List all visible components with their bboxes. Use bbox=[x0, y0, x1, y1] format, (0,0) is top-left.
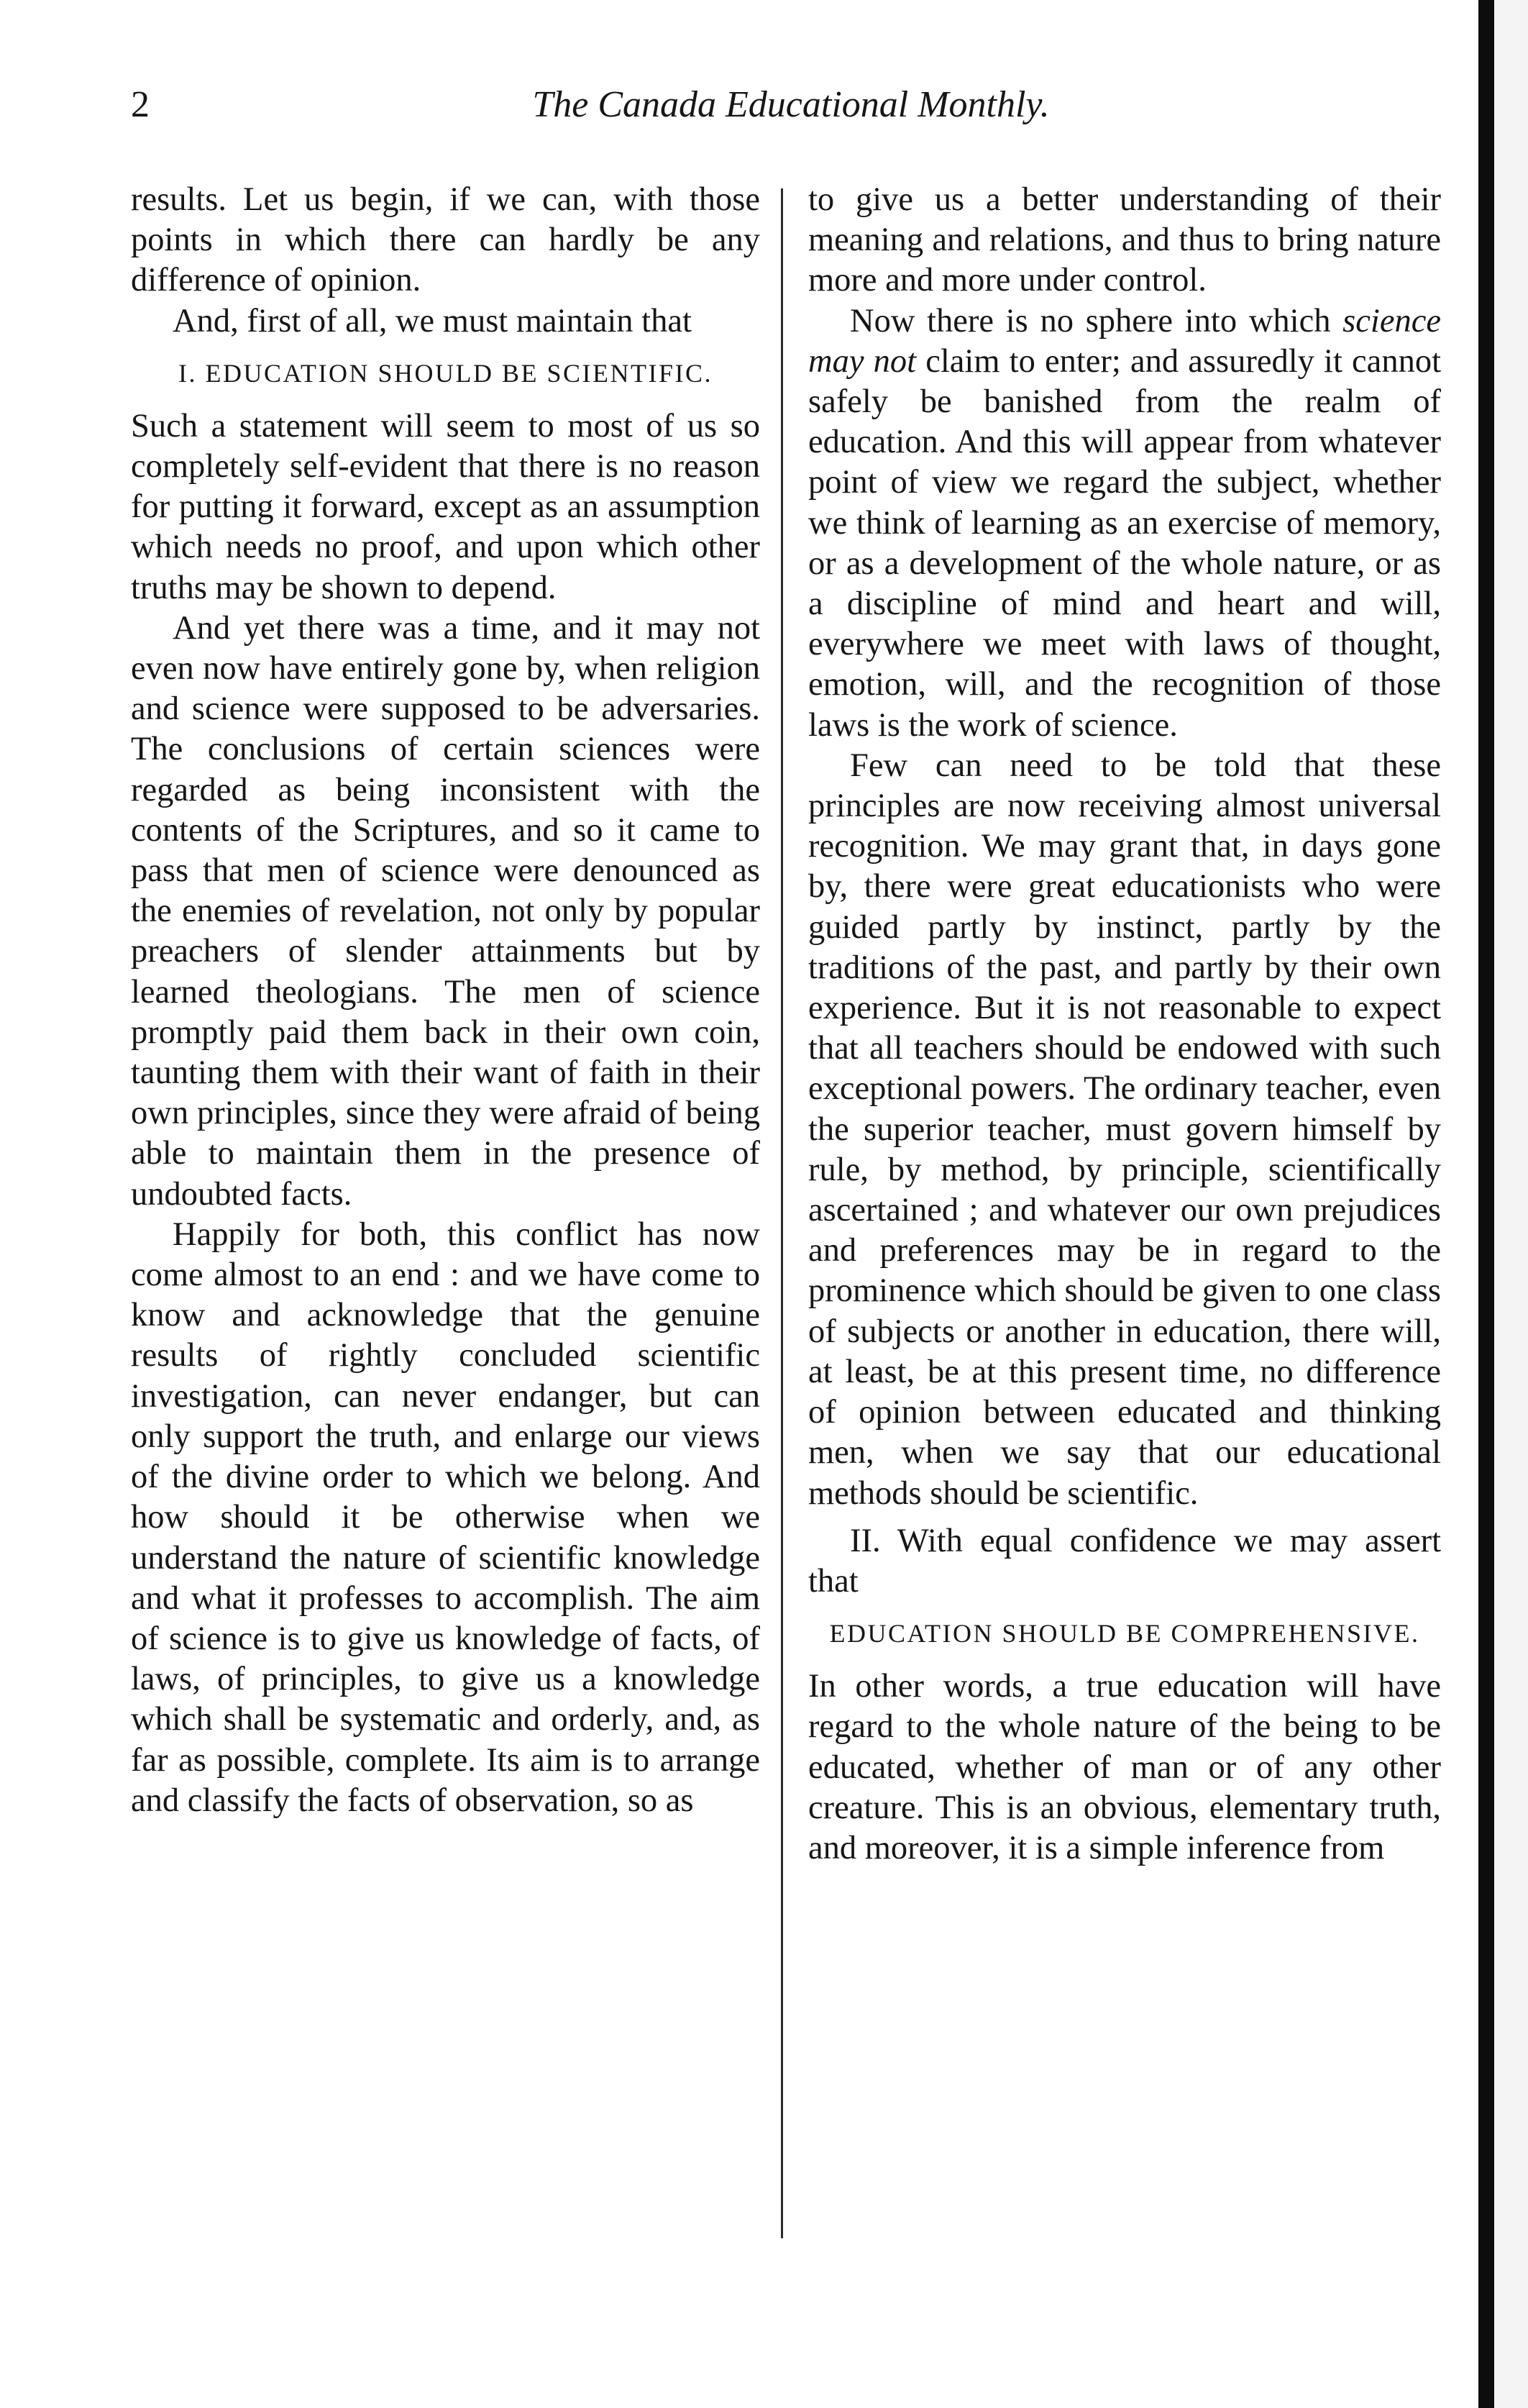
paragraph: And, first of all, we must maintain that bbox=[173, 302, 692, 339]
paragraph: In other words, a true education will have regard to the whole nature of the being to be educated, whether of man or of any other creature. This is an obvious, elementary truth, and moreover, it is a simple inference from bbox=[808, 1668, 1441, 1866]
paragraph: Such a statement will seem to most of us so completely self-evident that there is no reason for putting it forward, except as an assumption which needs no proof, and upon which other truths may be shown to depend. bbox=[131, 407, 760, 606]
section-heading: EDUCATION SHOULD BE COMPREHENSIVE. bbox=[829, 1619, 1420, 1648]
column-divider bbox=[781, 188, 783, 2238]
paragraph: Happily for both, this conflict has now come almost to an end : and we have come to know and acknowledge that the genuine results of rightly concluded scientific investigation, can never endanger, but can only support the truth, and enlarge our views of the divine order to which we belong. And how should it be otherwise when we understand the nature of scientific knowledge and what it professes to accomplish. The aim of science is to give us knowledge of facts, of laws, of principles, to give us a knowledge which shall be systematic and orderly, and, as far as possible, complete. Its aim is to arrange and classify the facts of observation, so as bbox=[131, 1216, 760, 1819]
right-column bbox=[808, 180, 1441, 1869]
section-heading: I. EDUCATION SHOULD BE SCIENTIFIC. bbox=[178, 358, 713, 388]
paragraph bbox=[808, 301, 1441, 746]
italic-text: science may not bbox=[808, 302, 1441, 380]
left-column bbox=[131, 180, 760, 1821]
paragraph: And yet there was a time, and it may not even now have entirely gone by, when religion and science were supposed to be adversaries. The conclusions of certain sciences were regarded as being inconsistent with the contents of the Scriptures, and so it came to pass that men of science were denounced as the enemies of revelation, not only by popular preachers of slender attainments but by learned theologians. The men of science promptly paid them back in their own coin, taunting them with their want of faith in their own principles, since they were afraid of being able to maintain them in the presence of undoubted facts. bbox=[131, 609, 760, 1213]
page-edge-shadow bbox=[1478, 0, 1494, 2408]
text-run: Now there is no sphere into which bbox=[850, 302, 1343, 339]
running-title: The Canada Educational Monthly. bbox=[532, 84, 1050, 125]
paragraph: to give us a better understanding of their meaning and relations, and thus to bring nature more and more under control. bbox=[808, 181, 1441, 299]
page-number: 2 bbox=[131, 84, 150, 125]
text-run: claim to enter; and assuredly it cannot safely be banished from the realm of education. And this will appear from whatever point of view we regard the subject, whether we think of learning as an exercise of memory, or as a development of the whole nature, or as a discipline of mind and heart and will, everywhere we meet with laws of thought, emotion, will, and the recognition of those laws is the work of science. bbox=[808, 342, 1441, 744]
page-margin bbox=[1494, 0, 1528, 2408]
paragraph: results. Let us begin, if we can, with those points in which there can hardly be any difference of opinion. bbox=[131, 181, 760, 299]
numbered-paragraph: II. With equal confidence we may assert that bbox=[808, 1522, 1441, 1600]
paragraph: Few can need to be told that these principles are now receiving almost universal recognition. We may grant that, in days gone by, there were great educationists who were guided partly by instinct, partly by the traditions of the past, and partly by their own experience. But it is not reasonable to expect that all teachers should be endowed with such exceptional powers. The ordinary teacher, even the superior teacher, must govern himself by rule, by method, by principle, scientifically ascertained ; and whatever our own prejudices and preferences may be in regard to the prominence which should be given to one class of subjects or another in education, there will, at least, be at this present time, no difference of opinion between educated and thinking men, when we say that our educational methods should be scientific. bbox=[808, 747, 1441, 1512]
